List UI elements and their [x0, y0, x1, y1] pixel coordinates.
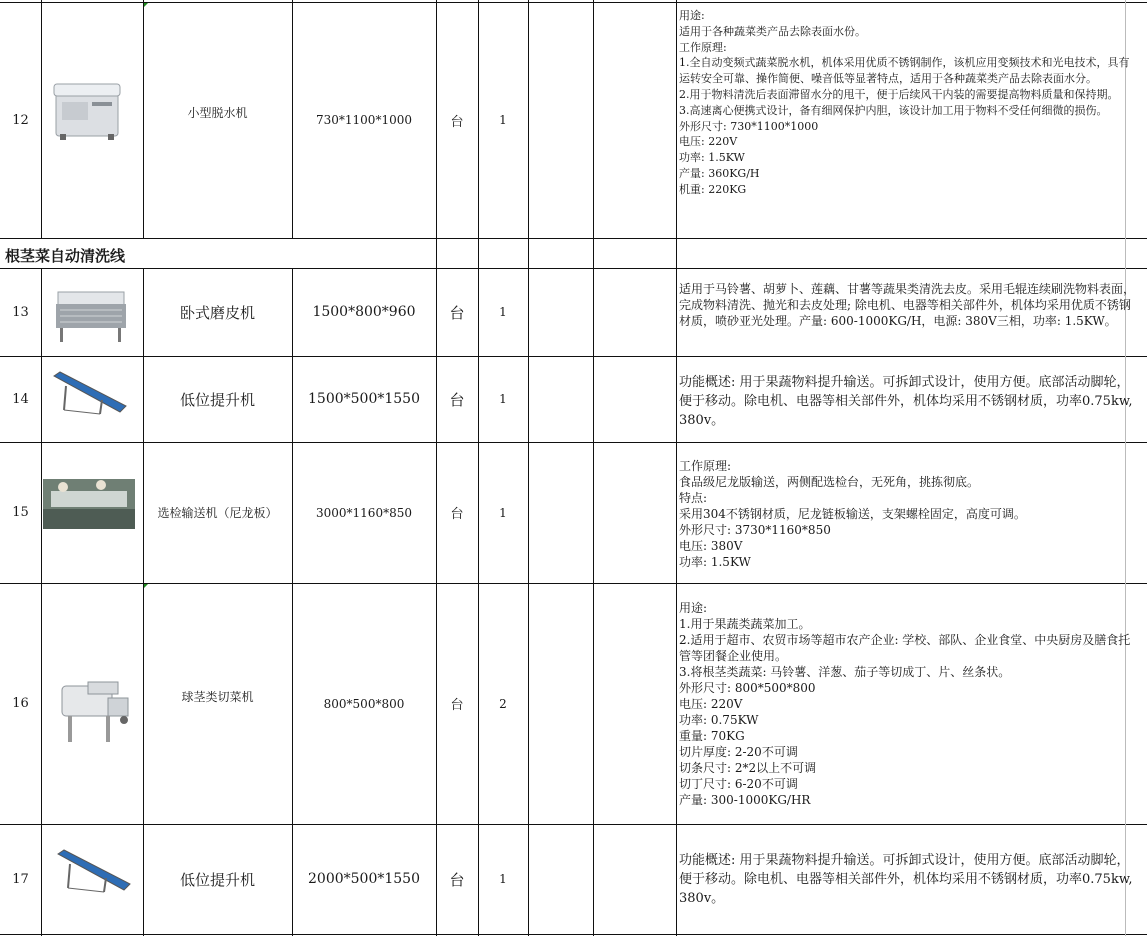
unit: 台 [449, 870, 465, 889]
quantity: 2 [499, 696, 507, 711]
unit: 台 [450, 507, 464, 522]
quantity: 1 [499, 305, 507, 319]
equipment-name: 低位提升机 [179, 390, 255, 409]
dimensions: 730*1100*1000 [316, 113, 412, 127]
equipment-name: 球茎类切菜机 [181, 689, 254, 704]
grid-line [41, 0, 42, 238]
dimensions: 3000*1160*850 [316, 505, 412, 520]
quantity: 1 [499, 872, 507, 886]
grid-line [528, 0, 529, 936]
equipment-name: 低位提升机 [179, 870, 255, 889]
incline-conveyor-image [56, 848, 132, 894]
equipment-name: 小型脱水机 [187, 105, 248, 120]
grid-line [0, 934, 1147, 935]
row-number: 14 [12, 391, 29, 407]
dimensions: 1500*800*960 [312, 304, 416, 320]
description: 适用于马铃薯、胡萝卜、莲藕、甘薯等蔬果类清洗去皮。采用毛辊连续刷洗物料表面，完成物料清洗、抛光和去皮处理; 除电机、电器等相关部件外，机体均采用优质不锈钢材质，喷砂亚光处理。产量: 600-1000KG/H，电源: 380V三相，功率: 1.5KW。 [679, 282, 1136, 328]
dimensions: 2000*500*1550 [308, 871, 420, 887]
quantity: 1 [499, 113, 507, 127]
description: 工作原理: 食品级尼龙版输送，两侧配选检台，无死角，挑拣彻底。 特点: 采用304不锈钢材质，尼龙链板输送，支架螺栓固定，高度可调。 外形尺寸: 3730*1160*850 电压: 380V 功率: 1.5KW [679, 459, 1026, 569]
grid-line [41, 268, 42, 936]
quantity: 1 [499, 392, 507, 406]
description: 用途: 1.用于果蔬类蔬菜加工。 2.适用于超市、农贸市场等超市农产企业: 学校、部队、企业食堂、中央厨房及膳食托管等团餐企业使用。 3.将根茎类蔬菜: 马铃薯、洋葱、茄子等切成丁、片、丝条状。 外形尺寸: 800*500*800 电压: 220V 功率: 0.75KW 重量: 70KG 切片厚度: 2-20不可调 切条尺寸: 2*2以上不可调 切丁尺寸: 6-20不可调 产量: 300-1000KG/HR [679, 601, 1131, 807]
unit: 台 [449, 390, 465, 409]
vegetable-cutter-image [58, 680, 136, 746]
equipment-name: 选检输送机（尼龙板） [157, 506, 278, 520]
grid-line [593, 0, 594, 936]
equipment-name: 卧式磨皮机 [179, 303, 255, 322]
incline-conveyor-image [52, 370, 128, 416]
sorting-conveyor-image [43, 479, 135, 529]
unit: 台 [450, 114, 464, 130]
description: 用途: 适用于各种蔬菜类产品去除表面水份。 工作原理: 1.全自动变频式蔬菜脱水机，机体采用优质不锈钢制作，该机应用变频技术和光电技术，具有运转安全可靠、操作简便、噪音低等显著特点，适用于各种蔬菜类产品去除表面水分。 2.用于物料清洗后表面滞留水分的甩干，便于后续风干内装的需要提高物料质量和保持期。 3.高速离心便携式设计，备有细网保护内胆，该设计加工用于物料不受任何细微的损伤。 外形尺寸: 730*1100*1000 电压: 220V 功率: 1.5KW 产量: 360KG/H 机重: 220KG [679, 9, 1130, 196]
grid-line [0, 238, 1147, 239]
dehydrator-machine-image [52, 78, 124, 142]
unit: 台 [450, 698, 464, 713]
section-header: 根茎菜自动清洗线 [5, 247, 126, 265]
row-number: 12 [12, 112, 29, 128]
row-number: 16 [12, 696, 29, 711]
row-number: 17 [12, 871, 29, 887]
row-number: 15 [12, 505, 29, 520]
peeling-machine-image [54, 290, 128, 344]
quantity: 1 [499, 505, 507, 520]
description: 功能概述: 用于果蔬物料提升输送。可拆卸式设计，使用方便。底部活动脚轮，便于移动。除电机、电器等相关部件外，机体均采用不锈钢材质，功率0.75kw,380v。 [679, 375, 1133, 428]
dimensions: 1500*500*1550 [308, 391, 420, 407]
grid-line [676, 0, 677, 936]
description: 功能概述: 用于果蔬物料提升输送。可拆卸式设计，使用方便。底部活动脚轮，便于移动。除电机、电器等相关部件外，机体均采用不锈钢材质，功率0.75kw,380v。 [679, 853, 1133, 906]
row-number: 13 [12, 304, 29, 320]
unit: 台 [449, 303, 465, 322]
dimensions: 800*500*800 [323, 696, 405, 711]
